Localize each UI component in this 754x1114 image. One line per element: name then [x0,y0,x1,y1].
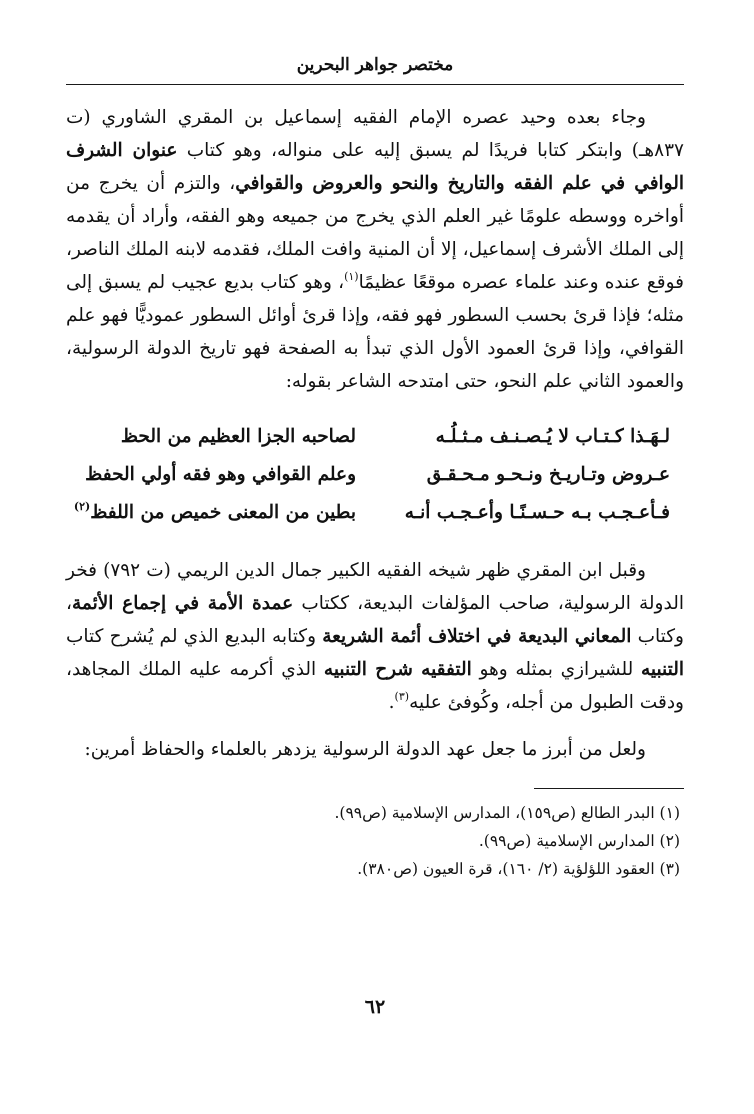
hemistich-text: لصاحبه الجزا العظيم من الحظ [120,426,356,447]
text-run: الذي أكرمه عليه الملك المجاهد، ودقت الطبول من أجله، وكُوفئ عليه [66,659,684,713]
text-run: وكتابه البديع الذي لم يُشرح كتاب [66,626,323,647]
poem-hemistich-first: لـهَـذا كـتـاب لا يُـصـنـف مـثـلُـه [435,426,670,447]
footnote-separator [534,788,684,789]
header-rule [66,84,684,85]
text-run: . [388,692,395,713]
poem [66,418,684,532]
body-text [66,101,684,766]
book-title: عمدة الأمة في إجماع الأئمة [71,593,294,614]
text-run: وجاء بعده وحيد عصره الإمام الفقيه إسماعيل بن المقري الشاوري (ت ٨٣٧هـ) وابتكر كتابا فريدًا لم يسبق إليه على منواله، وهو كتاب [66,107,684,161]
text-run: وقبل ابن المقري ظهر شيخه الفقيه الكبير جمال الدين الريمي (ت ٧٩٢) فخر الدولة الرسولية، صاحب المؤلفات البديعة، ككتاب [66,560,684,614]
text-run: ، وهو كتاب بديع عجيب لم يسبق إلى مثله؛ فإذا قرئ بحسب السطور فهو فقه، وإذا قرئ أوائل السطور عموديًّا فهو علم القوافي، وإذا قرئ العمود الأول الذي تبدأ به الصفحة فهو تاريخ الدولة الرسولية، والعمود الثاني علم النحو، حتى امتدحه الشاعر بقوله: [66,272,684,392]
paragraph-1 [66,101,684,398]
footnote-ref-2[interactable]: (٢) [73,500,91,513]
paragraph-3 [66,733,684,766]
hemistich-text: وعلم القوافي وهو فقه أولي الحفظ [85,464,356,485]
page [66,50,684,1080]
poem-hemistich-second [66,494,356,532]
book-title: التنبيه [640,659,684,680]
poem-hemistich-second [66,456,356,494]
book-title: عنوان الشرف الوافي في علم الفقه والتاريخ والنحو والعروض والقوافي [66,140,685,194]
footnote-ref-3[interactable]: (٣) [394,690,410,703]
footnote-3: (٣) العقود اللؤلؤية (٢/ ١٦٠)، قرة العيون (ص٣٨٠). [357,860,680,878]
running-header: مختصر جواهر البحرين [296,55,454,75]
footnote-ref-1[interactable]: (١) [344,270,359,283]
paragraph-2 [66,554,684,719]
poem-line [66,494,684,532]
book-title: المعاني البديعة في اختلاف أئمة الشريعة [322,626,632,647]
hemistich-text: بطين من المعنى خميص من اللفظ [90,502,356,523]
footnote-2: (٢) المدارس الإسلامية (ص٩٩). [478,832,680,850]
poem-line [66,456,684,494]
text-run: ولعل من أبرز ما جعل عهد الدولة الرسولية يزدهر بالعلماء والحفاظ أمرين: [84,739,646,760]
poem-line [66,418,684,456]
text-run: للشيرازي بمثله وهو [471,659,641,680]
footnotes [66,799,684,883]
text-run: ، وكتاب [66,593,684,647]
book-title: التفقيه شرح التنبيه [323,659,472,680]
poem-hemistich-second [66,418,356,456]
footnote-1: (١) البدر الطالع (ص١٥٩)، المدارس الإسلامية (ص٩٩). [334,804,680,822]
text-run: ، والتزم أن يخرج من أواخره ووسطه علومًا غير العلم الذي يخرج من جميعه وهو الفقه، وأراد أن يقدمه إلى الملك الأشرف إسماعيل، إلا أن المنية وافت الملك، فقدمه لابنه الملك الناصر، فوقع عنده وعند علماء عصره موقعًا عظيمًا [66,173,684,293]
poem-hemistich-first: عـروض وتـاريـخ ونـحـو مـحـقـق [426,464,670,485]
page-number: ٦٢ [364,996,386,1018]
poem-hemistich-first: فـأعـجـب بـه حـسـنًـا وأعـجـب أنـه [404,502,670,523]
